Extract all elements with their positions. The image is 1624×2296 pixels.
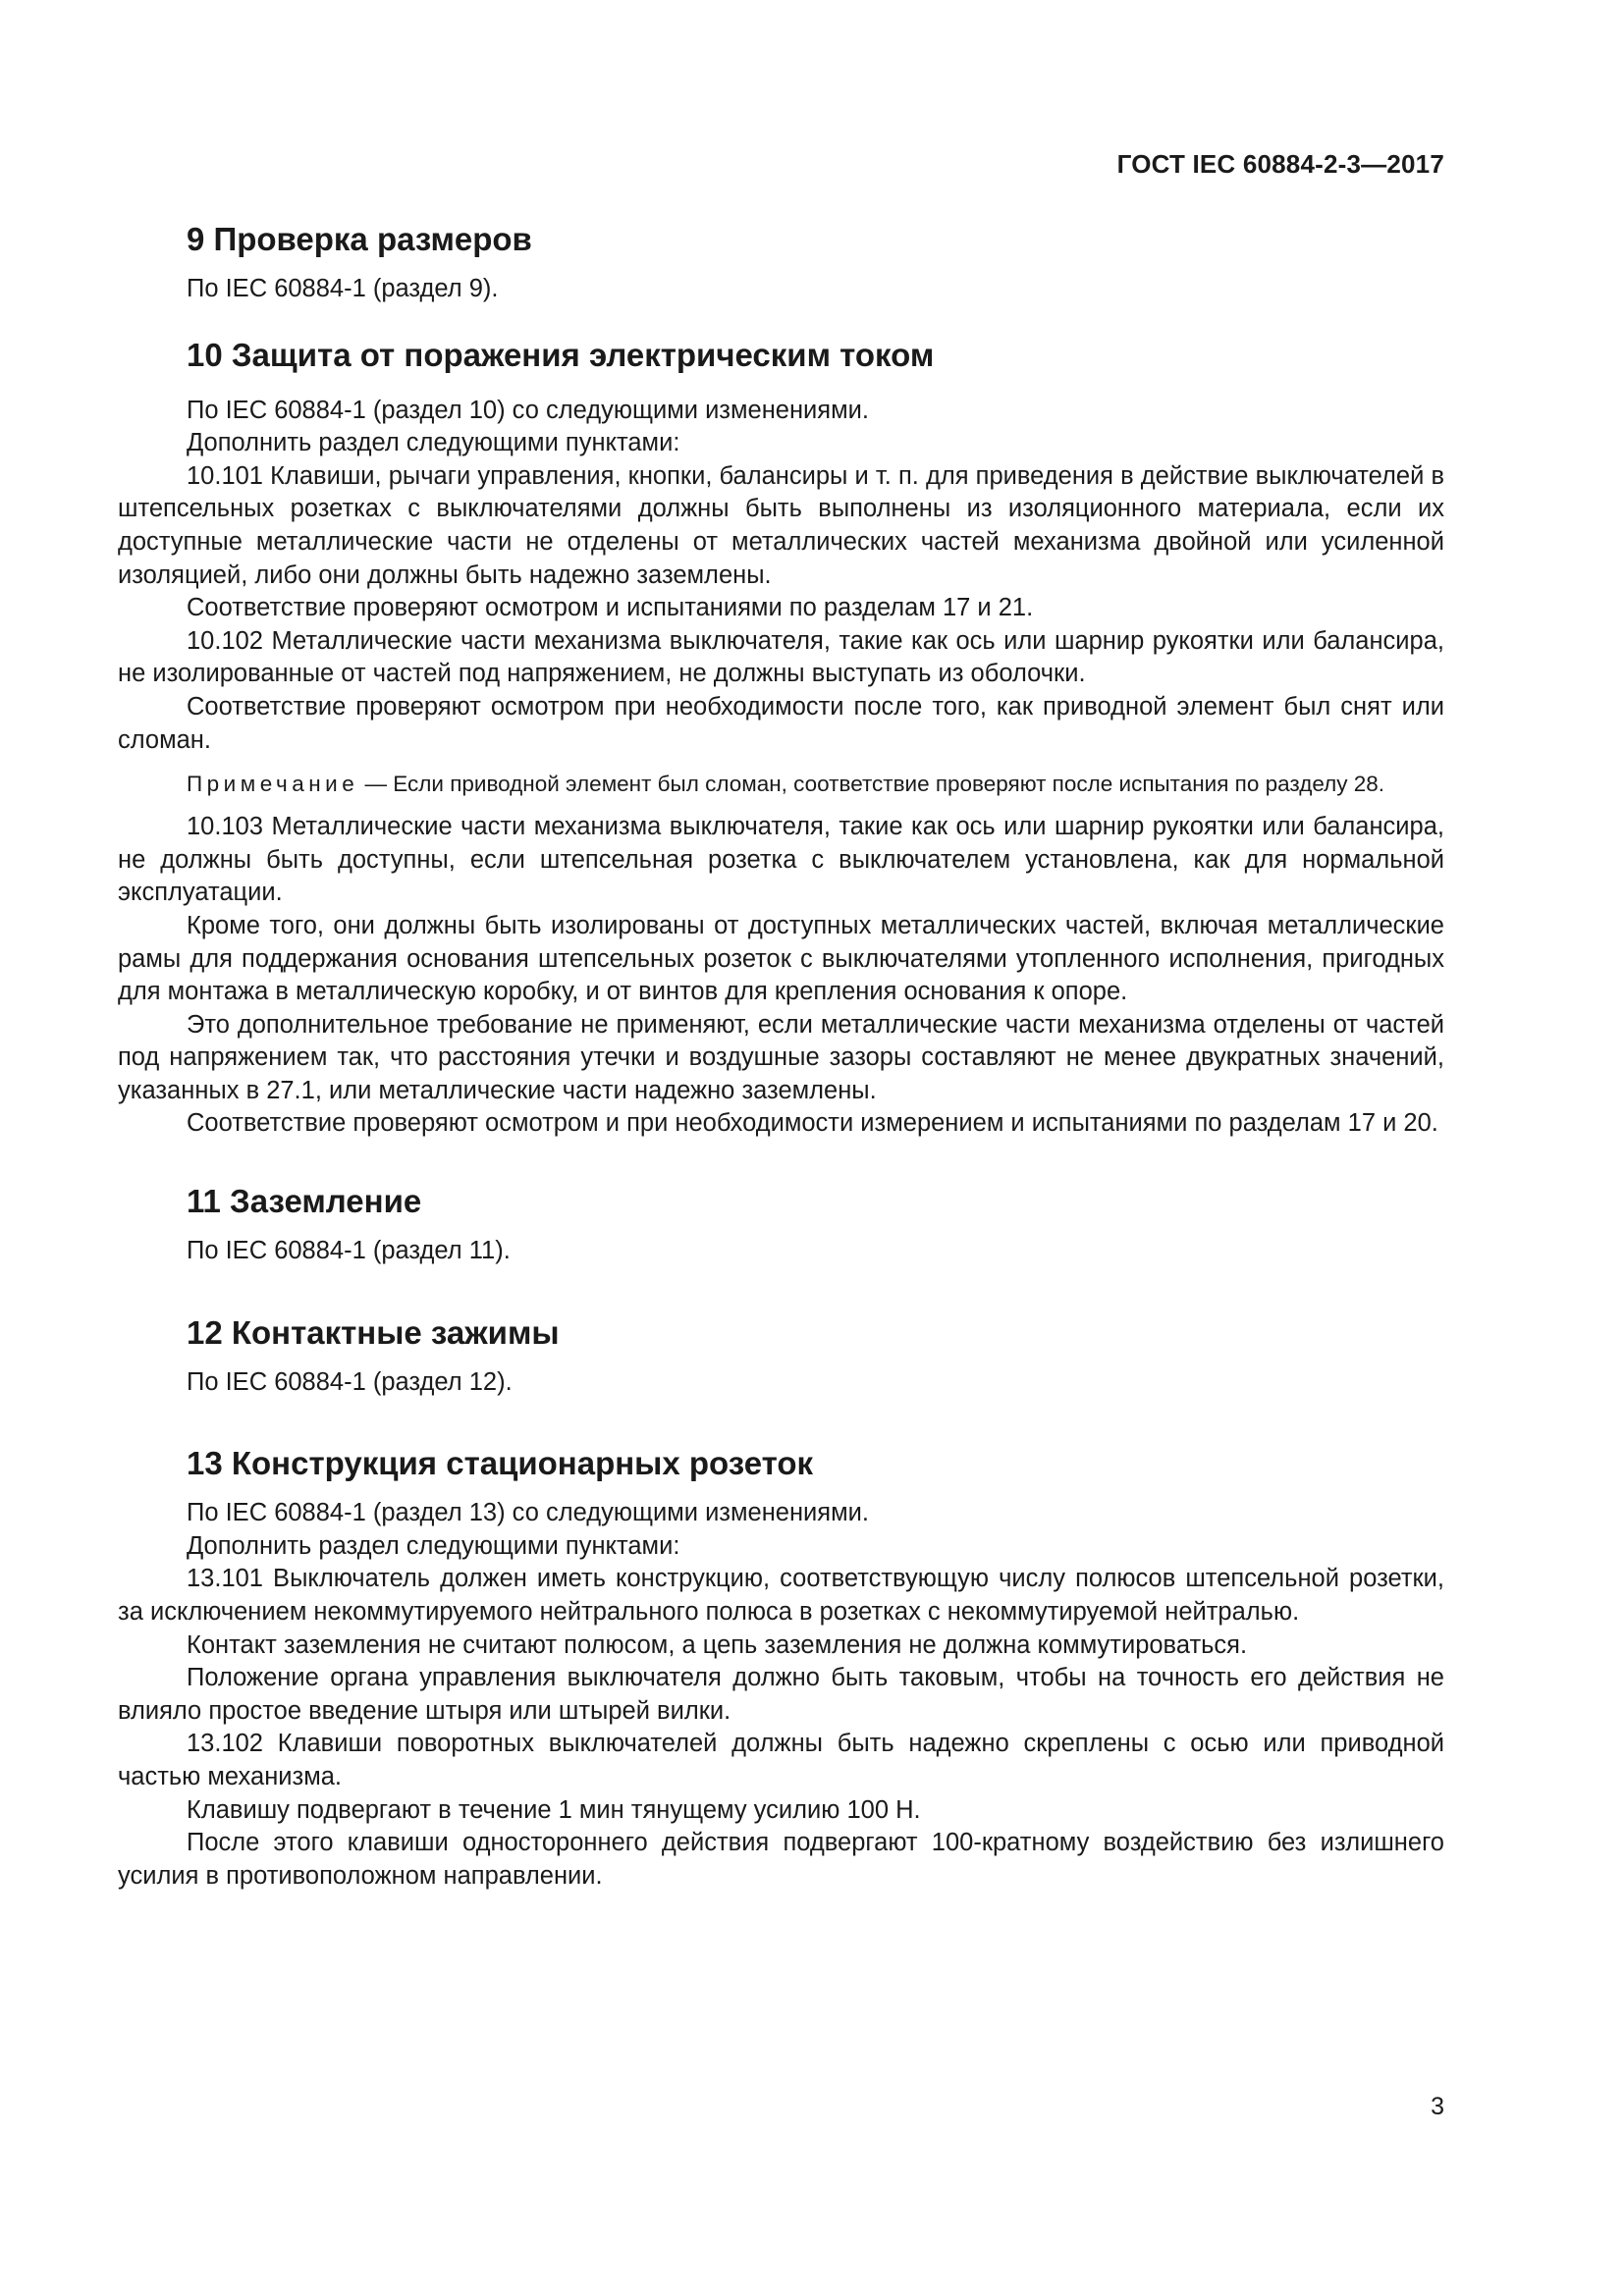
section-13-heading: 13 Конструкция стационарных розеток — [187, 1445, 814, 1482]
section-10-paragraph: Соответствие проверяют осмотром при необходимости после того, как приводной элемент был снят или сломан. — [118, 692, 1444, 754]
clause-10-103: 10.103 Металлические части механизма выключателя, такие как ось или шарнир рукоятки или балансира, не должны быть доступны, если штепсельная розетка с выключателем установлена, как для нормальной эксплуатации. — [118, 813, 1444, 907]
section-10-paragraph: Соответствие проверяют осмотром и испытаниями по разделам 17 и 21. — [187, 594, 1034, 622]
note-text: — Если приводной элемент был сломан, соответствие проверяют после испытания по разделу 28. — [358, 772, 1385, 797]
clause-13-101: 13.101 Выключатель должен иметь конструкцию, соответствующую числу полюсов штепсельной розетки, за исключением некоммутируемого нейтрального полюса в розетках с некоммутируемой нейтралью. — [118, 1565, 1444, 1627]
note-label: Примечание — [187, 772, 359, 797]
section-13 — [118, 1442, 1444, 1893]
note-paragraph — [118, 769, 1444, 799]
section-13-paragraph: Клавишу подвергают в течение 1 мин тянущему усилию 100 Н. — [187, 1795, 921, 1824]
clause-13-102: 13.102 Клавиши поворотных выключателей должны быть надежно скреплены с осью или приводной частью механизма. — [118, 1730, 1444, 1790]
section-10-paragraph: Кроме того, они должны быть изолированы от доступных металлических частей, включая металлические рамы для поддержания основания штепсельных розеток с выключателями утопленного исполнения, пригодных для монтажа в металлическую коробку, и от винтов для крепления основания к опоре. — [118, 911, 1444, 1006]
section-13-paragraph: После этого клавиши одностороннего действия подвергают 100-кратному воздействию без излишнего усилия в противоположном направлении. — [118, 1829, 1444, 1890]
section-13-paragraph: Дополнить раздел следующими пунктами: — [187, 1531, 680, 1560]
section-11-paragraph: По IEC 60884-1 (раздел 11). — [187, 1237, 511, 1265]
section-11 — [118, 1180, 1444, 1268]
section-9-paragraph: По IEC 60884-1 (раздел 9). — [187, 275, 499, 302]
section-13-paragraph: Положение органа управления выключателя должно быть таковым, чтобы на точность его действия не влияло простое введение штыря или штырей вилки. — [118, 1664, 1444, 1725]
section-10-heading: 10 Защита от поражения электрическим током — [187, 336, 935, 373]
section-12 — [118, 1311, 1444, 1400]
document-body — [118, 218, 1444, 1893]
clause-10-101: 10.101 Клавиши, рычаги управления, кнопки, балансиры и т. п. для приведения в действие выключателей в штепсельных розетках с выключателями должны быть выполнены из изоляционного материала, если их доступные металлические части не отделены от металлических частей механизма двойной или усиленной изоляцией, либо они должны быть надежно заземлены. — [118, 461, 1444, 589]
document-code-header: ГОСТ IEC 60884-2-3—2017 — [1116, 149, 1444, 179]
section-10 — [118, 334, 1444, 1141]
section-10-paragraph: Это дополнительное требование не применяют, если металлические части механизма отделены от частей под напряжением так, что расстояния утечки и воздушные зазоры составляют не менее двукратных значений, указанных в 27.1, или металлические части надежно заземлены. — [118, 1010, 1444, 1104]
section-13-paragraph: По IEC 60884-1 (раздел 13) со следующими изменениями. — [187, 1499, 869, 1527]
section-12-heading: 12 Контактные зажимы — [187, 1313, 560, 1351]
section-13-paragraph: Контакт заземления не считают полюсом, а цепь заземления не должна коммутироваться. — [187, 1630, 1248, 1659]
section-11-heading: 11 Заземление — [187, 1183, 422, 1220]
section-10-paragraph: По IEC 60884-1 (раздел 10) со следующими изменениями. — [187, 396, 869, 424]
section-10-paragraph: Соответствие проверяют осмотром и при необходимости измерением и испытаниями по разделам 17 и 20. — [187, 1109, 1438, 1138]
section-10-paragraph: Дополнить раздел следующими пунктами: — [187, 429, 680, 457]
clause-10-102: 10.102 Металлические части механизма выключателя, такие как ось или шарнир рукоятки или балансира, не изолированные от частей под напряжением, не должны выступать из оболочки. — [118, 626, 1444, 688]
section-9-heading: 9 Проверка размеров — [187, 221, 532, 257]
page-number: 3 — [1431, 2093, 1444, 2120]
section-12-paragraph: По IEC 60884-1 (раздел 12). — [187, 1367, 513, 1396]
section-9 — [118, 218, 1444, 306]
